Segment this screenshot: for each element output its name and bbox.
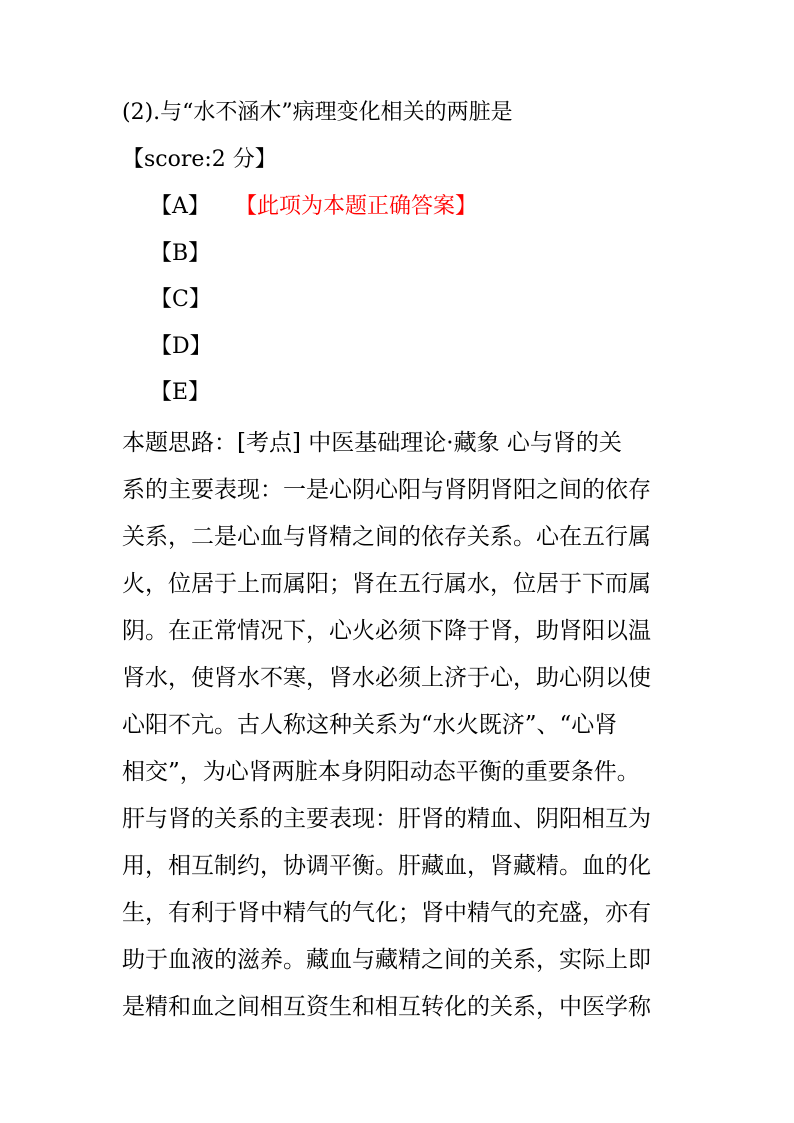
analysis-line: 阴。在正常情况下，心火必须下降于肾，助肾阳以温 [122, 618, 651, 644]
option-b: 【B】 [150, 241, 211, 266]
analysis-line: 用，相互制约，协调平衡。肝藏血，肾藏精。血的化 [122, 853, 651, 879]
question-score: 【score:2 分】 [122, 147, 277, 172]
analysis-line: 相交”，为心肾两脏本身阴阳动态平衡的重要条件。 [122, 759, 640, 785]
option-c: 【C】 [150, 287, 211, 312]
analysis-line: 火，位居于上而属阳；肾在五行属水，位居于下而属 [122, 571, 651, 597]
analysis-line: 心阳不亢。古人称这种关系为“水火既济”、“心肾 [122, 712, 618, 738]
analysis-line: 本题思路：[考点] 中医基础理论·藏象 心与肾的关 [122, 430, 622, 456]
question-text: (2).与“水不涵木”病理变化相关的两脏是 [122, 100, 513, 125]
analysis-line: 助于血液的滋养。藏血与藏精之间的关系，实际上即 [122, 947, 651, 973]
option-a: 【A】 [150, 194, 210, 219]
option-e: 【E】 [150, 380, 211, 405]
analysis-section [122, 420, 682, 1031]
analysis-line: 生，有利于肾中精气的气化；肾中精气的充盛，亦有 [122, 900, 651, 926]
analysis-line: 是精和血之间相互资生和相互转化的关系，中医学称 [122, 994, 651, 1020]
analysis-line: 肾水，使肾水不寒，肾水必须上济于心，助心阴以使 [122, 665, 651, 691]
analysis-line: 关系，二是心血与肾精之间的依存关系。心在五行属 [122, 524, 651, 550]
analysis-line: 系的主要表现：一是心阴心阳与肾阴肾阳之间的依存 [122, 477, 651, 503]
analysis-line: 肝与肾的关系的主要表现：肝肾的精血、阴阳相互为 [122, 806, 651, 832]
correct-answer-note: 【此项为本题正确答案】 [235, 194, 478, 219]
option-d: 【D】 [150, 334, 212, 359]
